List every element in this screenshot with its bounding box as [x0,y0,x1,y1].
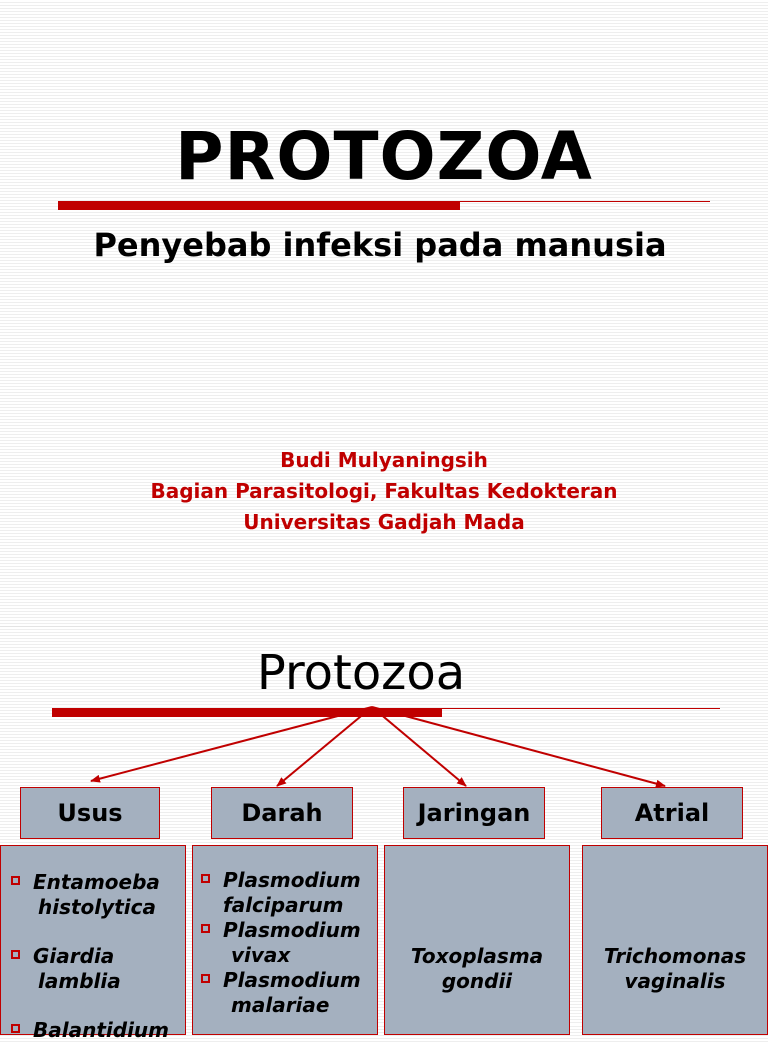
hollow-square-bullet-icon [201,924,210,933]
title-rule-thick [58,202,460,210]
hollow-square-bullet-icon [11,1024,20,1033]
arrow-icon [372,707,665,786]
category-jaringan: Jaringan [403,787,545,839]
hollow-square-bullet-icon [201,974,210,983]
diagram-slide [0,626,768,1042]
item-line: Giardia [33,944,115,968]
item-line: gondii [441,969,513,993]
list-atrial [582,845,768,1035]
author-name: Budi Mulyaningsih [280,448,488,472]
category-darah: Darah [211,787,353,839]
species-label [583,944,767,994]
category-usus: Usus [20,787,160,839]
list-darah [192,845,378,1035]
category-atrial: Atrial [601,787,743,839]
item-line: Entamoeba [33,870,160,894]
diagram-title: Protozoa [256,645,466,701]
item-line: Balantidium [33,1018,169,1042]
slide-title: PROTOZOA [175,118,593,195]
item-line: Plasmodium [223,868,361,892]
slide-subtitle: Penyebab infeksi pada manusia [93,226,667,264]
item-line: falciparum [223,893,344,917]
arrow-icon [91,707,372,781]
hollow-square-bullet-icon [11,876,20,885]
list-item [11,1018,169,1043]
hollow-square-bullet-icon [201,874,210,883]
author-department: Bagian Parasitologi, Fakultas Kedokteran [150,479,618,503]
list-item [11,870,160,920]
item-line: vaginalis [624,969,726,993]
author-university: Universitas Gadjah Mada [243,510,525,534]
list-item [201,968,361,1018]
item-line: Toxoplasma [410,944,544,968]
list-usus [0,845,186,1042]
item-line: lamblia [38,969,121,993]
item-line: histolytica [38,895,156,919]
item-line: Trichomonas [603,944,747,968]
list-item [11,944,121,994]
item-line: Plasmodium [223,918,361,942]
item-line: vivax [231,943,291,967]
species-label [385,944,569,994]
list-item [201,868,361,918]
list-jaringan [384,845,570,1035]
hollow-square-bullet-icon [11,950,20,959]
item-line: Plasmodium [223,968,361,992]
item-line: malariae [231,993,330,1017]
list-item [201,918,361,968]
